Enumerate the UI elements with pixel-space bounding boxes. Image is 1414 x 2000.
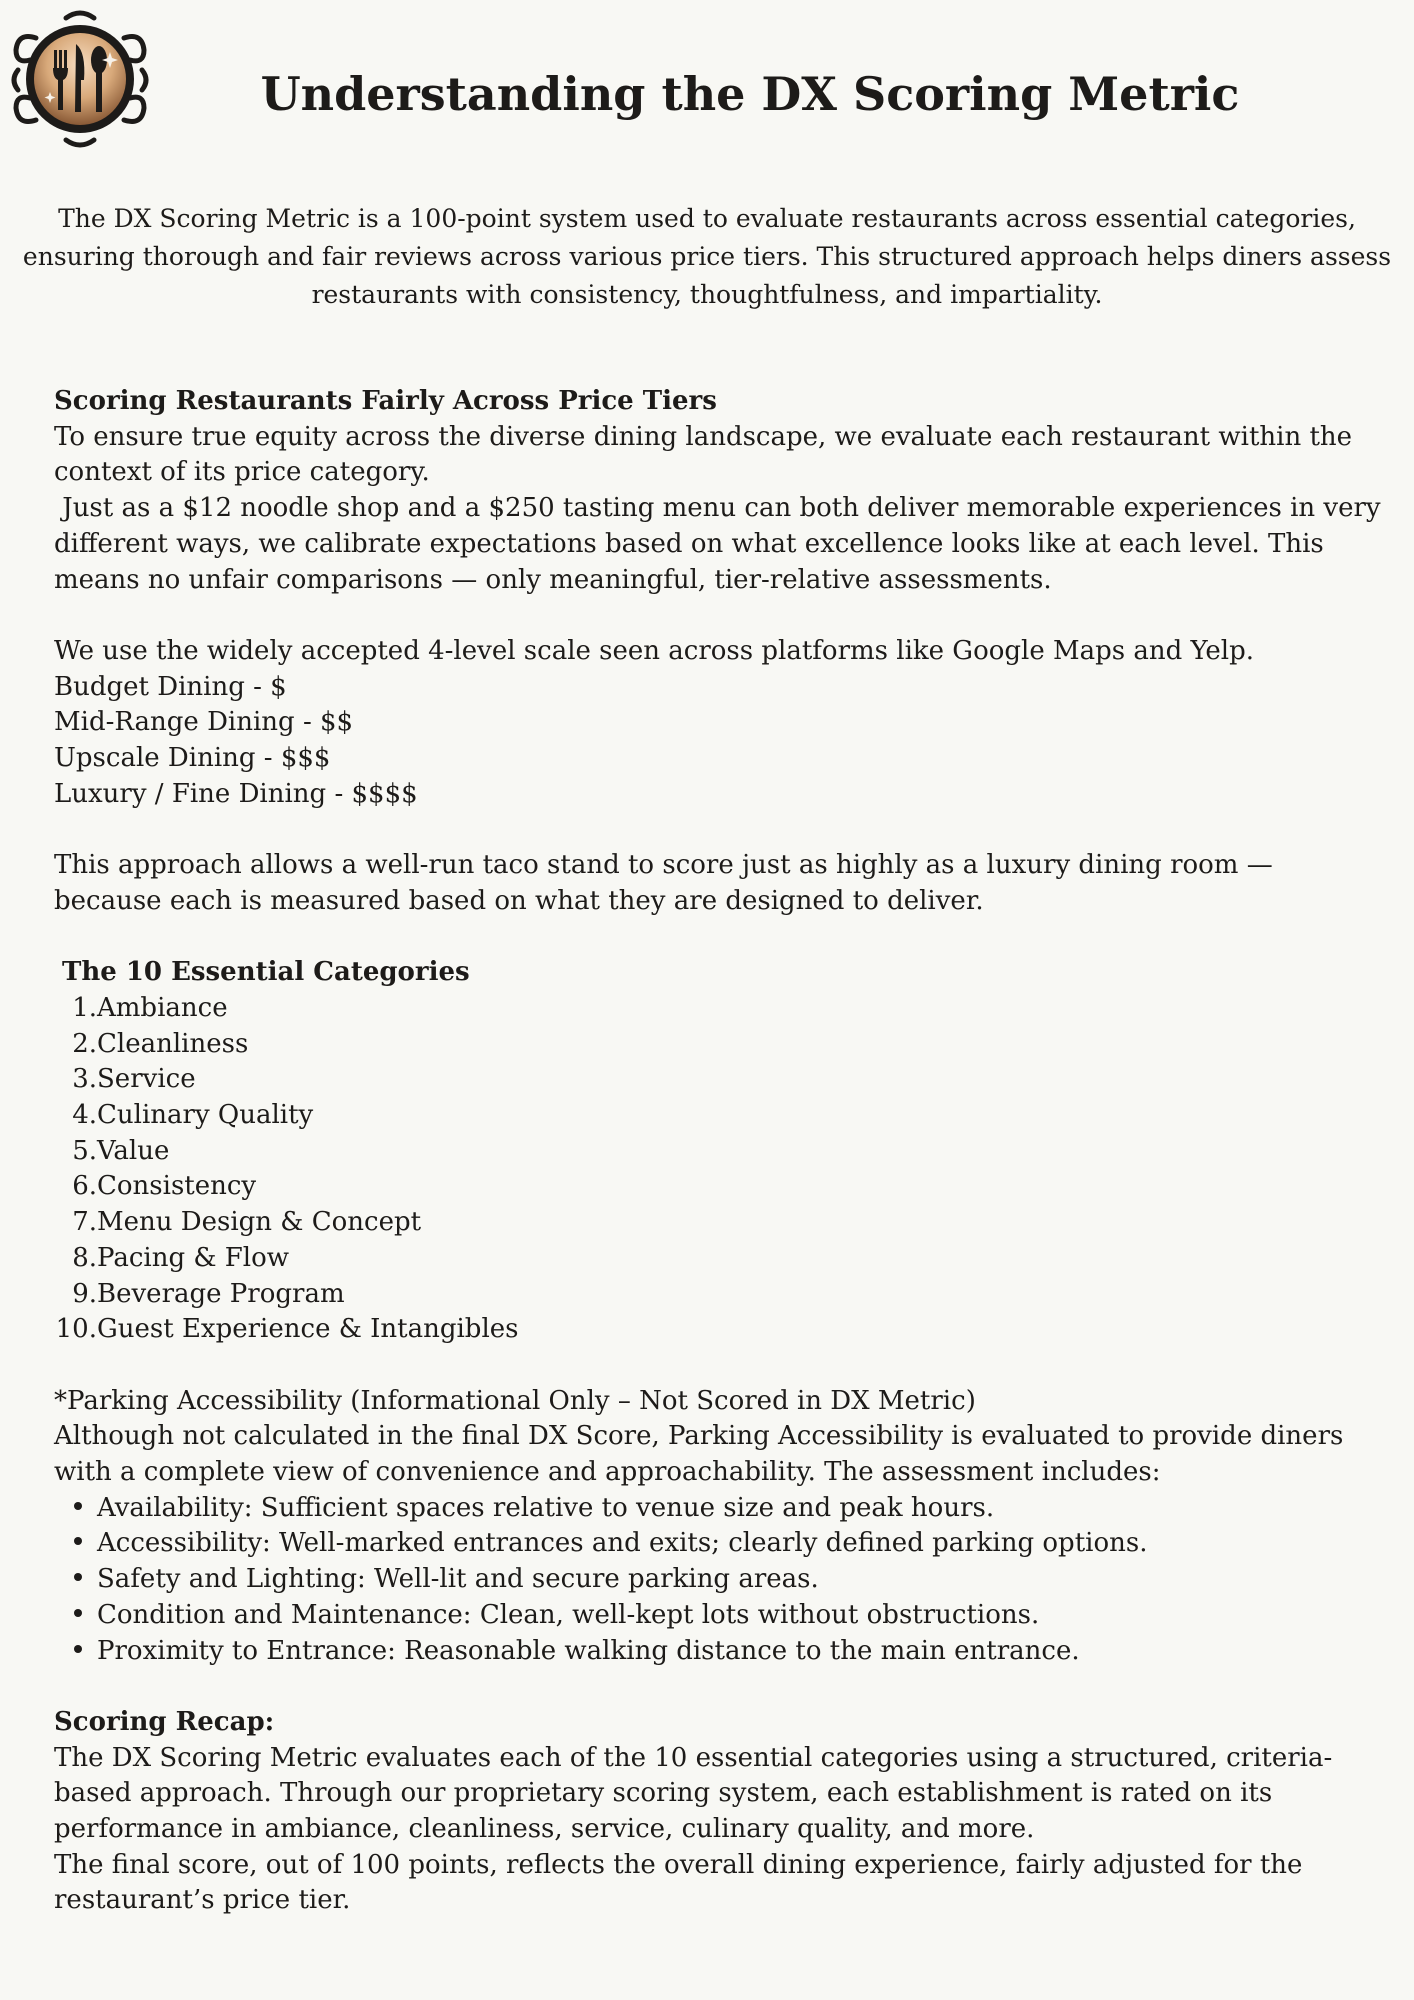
- main-content: [54, 384, 1389, 1919]
- fairness-paragraph-1: To ensure true equity across the diverse dining landscape, we evaluate each restaurant within the context of its price category.: [54, 421, 1353, 488]
- tier-upscale: Upscale Dining - $$$: [54, 743, 331, 774]
- intro-line: ensuring thorough and fair reviews across various price tiers. This structured approach helps diners assess: [22, 242, 1392, 271]
- categories-heading: The 10 Essential Categories: [62, 957, 470, 988]
- tier-luxury: Luxury / Fine Dining - $$$$: [54, 778, 418, 809]
- fork-knife-spoon-icon: [6, 8, 154, 150]
- scale-intro: We use the widely accepted 4-level scale seen across platforms like Google Maps and Yelp.: [54, 635, 1255, 666]
- list-item: 1. Ambiance: [72, 992, 228, 1023]
- intro-line: restaurants with consistency, thoughtfulness, and impartiality.: [311, 280, 1103, 309]
- parking-heading: *Parking Accessibility (Informational Only – Not Scored in DX Metric): [54, 1385, 976, 1416]
- list-item: 4. Culinary Quality: [72, 1100, 314, 1131]
- intro-line: The DX Scoring Metric is a 100-point system used to evaluate restaurants across essential categories,: [58, 204, 1356, 233]
- fairness-heading: Scoring Restaurants Fairly Across Price Tiers: [54, 386, 717, 416]
- list-item: Condition and Maintenance: Clean, well-kept lots without obstructions.: [54, 1598, 1384, 1634]
- list-item: 8. Pacing & Flow: [72, 1242, 290, 1273]
- tier-budget: Budget Dining - $: [54, 671, 287, 702]
- list-item: 6. Consistency: [72, 1171, 257, 1202]
- list-item: 10. Guest Experience & Intangibles: [55, 1314, 519, 1345]
- list-item: Safety and Lighting: Well-lit and secure parking areas.: [54, 1562, 1384, 1598]
- list-item: 7. Menu Design & Concept: [72, 1207, 422, 1238]
- fairness-paragraph-2: Just as a $12 noodle shop and a $250 tasting menu can both deliver memorable experiences in very different ways, we calibrate expectations based on what excellence looks like at each level. This means no unfair comparisons — only meaningful, tier-relative assessments.: [54, 493, 1389, 595]
- tier-mid-range: Mid-Range Dining - $$: [54, 707, 354, 738]
- intro-paragraph: [0, 200, 1414, 314]
- parking-paragraph: Although not calculated in the final DX Score, Parking Accessibility is evaluated to provide diners with a complete view of convenience and approachability. The assessment includes:: [54, 1421, 1344, 1488]
- list-item: 5. Value: [72, 1135, 170, 1166]
- list-item: 9. Beverage Program: [72, 1278, 345, 1309]
- recap-paragraph-1: The DX Scoring Metric evaluates each of the 10 essential categories using a structured, criteria-based approach. Through our proprietary scoring system, each establishment is rated on its performance in ambiance, cleanliness, service, culinary quality, and more.: [54, 1742, 1333, 1845]
- recap-heading: Scoring Recap:: [54, 1706, 275, 1737]
- list-item: 3. Service: [72, 1064, 196, 1095]
- parking-criteria-list: [54, 1491, 1384, 1670]
- list-item: 2. Cleanliness: [72, 1028, 249, 1059]
- page-title: Understanding the DX Scoring Metric: [260, 67, 1240, 121]
- list-item: Accessibility: Well-marked entrances and exits; clearly defined parking options.: [54, 1526, 1384, 1562]
- list-item: Proximity to Entrance: Reasonable walking distance to the main entrance.: [54, 1634, 1384, 1670]
- fairness-closing: This approach allows a well-run taco stand to score just as highly as a luxury dining room — because each is measured based on what they are designed to deliver.: [54, 850, 1273, 916]
- recap-paragraph-2: The final score, out of 100 points, reflects the overall dining experience, fairly adjusted for the restaurant’s price tier.: [54, 1849, 1303, 1916]
- list-item: Availability: Sufficient spaces relative to venue size and peak hours.: [54, 1491, 1384, 1527]
- categories-list: [54, 991, 1384, 1348]
